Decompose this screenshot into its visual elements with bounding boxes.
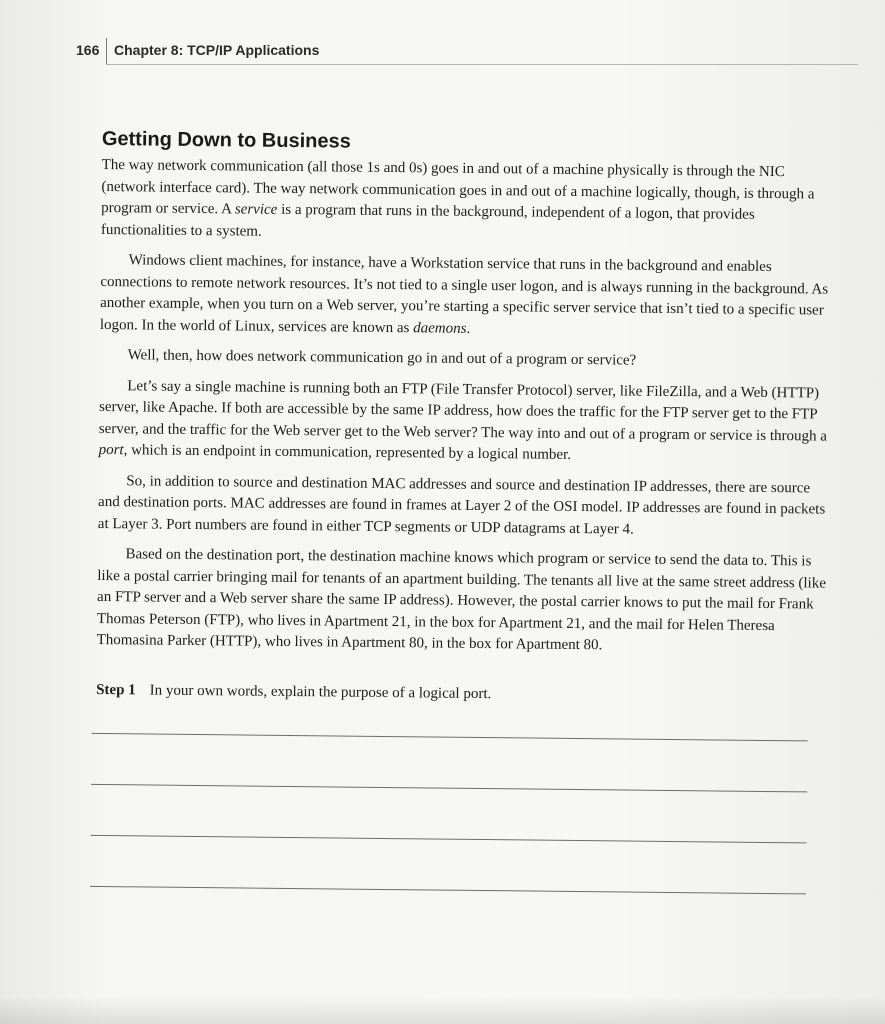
answer-line-1[interactable] bbox=[92, 732, 808, 740]
page-number: 166 bbox=[76, 42, 100, 58]
paragraph-2 bbox=[100, 250, 831, 344]
header-divider bbox=[106, 38, 107, 64]
step-label: Step 1 bbox=[96, 681, 136, 698]
chapter-title: Chapter 8: TCP/IP Applications bbox=[114, 42, 320, 58]
header-rule bbox=[106, 64, 858, 65]
paragraph-1-text-b: is a program that runs in the background, independent of a logon, that provides functionalities to a system. bbox=[100, 201, 755, 240]
page-bottom-shadow bbox=[0, 996, 885, 1024]
paragraph-3: Well, then, how does network communication go in and out of a program or service? bbox=[127, 347, 637, 369]
main-content bbox=[94, 128, 832, 894]
paragraph-2-text-a: Windows client machines, for instance, have a Workstation service that runs in the background and enables connections to remote network resources. It’s not tied to a single user logon, and is always running in the background. As another example, when you turn on a Web server, you’re starting a specific server service that isn’t tied to a specific user logon. In the world of Linux, services are known as bbox=[99, 252, 829, 336]
step-1 bbox=[96, 681, 826, 706]
paragraph-1-term: service bbox=[234, 201, 278, 218]
page-header bbox=[72, 38, 862, 68]
paragraph-5: So, in addition to source and destination MAC addresses and source and destination IP addresses, there are source and destination ports. MAC addresses are found in frames at Layer 2 of the OSI model. IP addresses are found in packets at Layer 3. Port numbers are found in either TCP segments or UDP datagrams at Layer 4. bbox=[97, 472, 826, 538]
paragraph-1 bbox=[101, 155, 832, 249]
step-instruction: In your own words, explain the purpose of a logical port. bbox=[149, 682, 492, 702]
paragraph-6: Based on the destination port, the destination machine knows which program or service to send the data to. This is like a postal carrier bringing mail for tenants of an apartment building. The tenants all live at the same street address (like an FTP server and a Web server share the same IP address). However, the postal carrier knows to put the mail for Frank Thomas Peterson (FTP), who lives in Apartment 21, in the box for Apartment 21, and the mail for Helen Theresa Thomasina Parker (HTTP), who lives in Apartment 80, in the box for Apartment 80. bbox=[96, 546, 827, 654]
paragraph-2-term: daemons bbox=[413, 319, 467, 337]
section-heading: Getting Down to Business bbox=[101, 128, 351, 153]
paragraph-4-text-b: , which is an endpoint in communication, represented by a logical number. bbox=[123, 442, 572, 463]
answer-line-3[interactable] bbox=[91, 834, 807, 842]
paragraph-1-text-a: The way network communication (all those 1s and 0s) goes in and out of a machine physically is through the NIC (network interface card). The way network communication goes in and out of a machine logically, though, is through a program or service. A bbox=[101, 156, 815, 218]
paragraph-4 bbox=[99, 375, 830, 469]
paragraph-4-text-a: Let’s say a single machine is running both an FTP (File Transfer Protocol) server, like FileZilla, and a Web (HTTP) server, like Apache. If both are accessible by the same IP address, how does the traffic for the FTP server get to the FTP server, and the traffic for the Web server get to the Web server? The way into and out of a program or service is through a bbox=[98, 377, 828, 445]
paragraph-4-term: port bbox=[98, 441, 124, 459]
answer-line-2[interactable] bbox=[91, 783, 807, 791]
paragraph-2-text-b: . bbox=[466, 320, 471, 337]
